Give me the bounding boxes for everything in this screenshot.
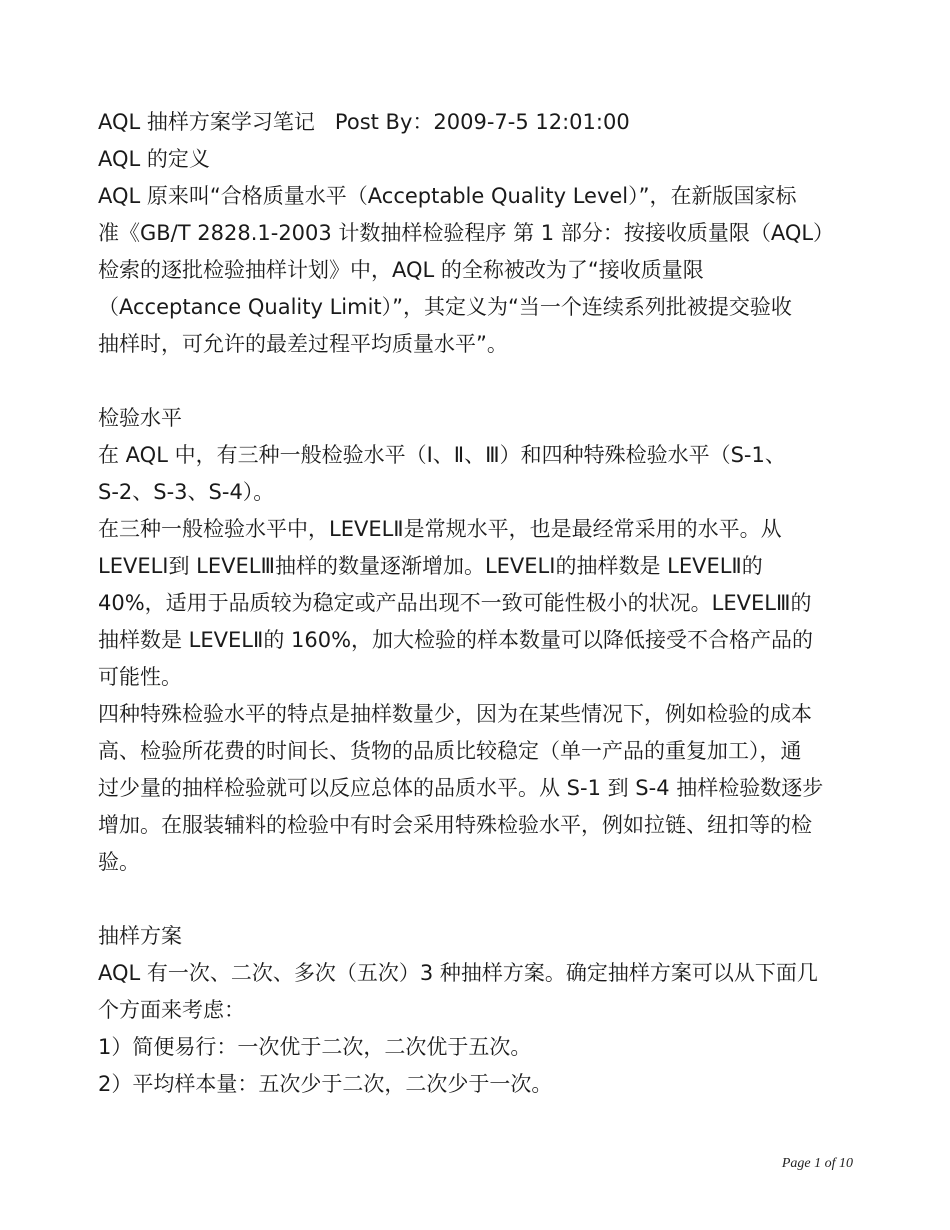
paragraph-line: 准《GB/T 2828.1-2003 计数抽样检验程序 第 1 部分：按接收质量限（AQL） bbox=[98, 221, 835, 245]
blank-line bbox=[98, 881, 850, 918]
paragraph-line: AQL 有一次、二次、多次（五次）3 种抽样方案。确定抽样方案可以从下面几 bbox=[98, 961, 818, 985]
paragraph-line: （Acceptance Quality Limit）”，其定义为“当一个连续系列批被提交验收 bbox=[98, 295, 792, 319]
paragraph-line: 增加。在服装辅料的检验中有时会采用特殊检验水平，例如拉链、纽扣等的检 bbox=[98, 813, 812, 837]
section-heading-sampling-plan: 抽样方案 bbox=[98, 924, 182, 948]
paragraph-line: 在 AQL 中，有三种一般检验水平（Ⅰ、Ⅱ、Ⅲ）和四种特殊检验水平（S-1、 bbox=[98, 443, 786, 467]
paragraph-line: 40%，适用于品质较为稳定或产品出现不一致可能性极小的状况。LEVELⅢ的 bbox=[98, 591, 812, 615]
paragraph-line: 检索的逐批检验抽样计划》中，AQL 的全称被改为了“接收质量限 bbox=[98, 258, 704, 282]
document-title-line: AQL 抽样方案学习笔记 Post By：2009-7-5 12:01:00 bbox=[98, 110, 630, 134]
paragraph-line: 可能性。 bbox=[98, 665, 182, 689]
paragraph-line: LEVELⅠ到 LEVELⅢ抽样的数量逐渐增加。LEVELⅠ的抽样数是 LEVELⅡ的 bbox=[98, 554, 763, 578]
page-number: Page 1 of 10 bbox=[781, 1156, 853, 1171]
blank-line bbox=[98, 363, 850, 400]
paragraph-line: 四种特殊检验水平的特点是抽样数量少，因为在某些情况下，例如检验的成本 bbox=[98, 702, 812, 726]
paragraph-line: 2）平均样本量：五次少于二次，二次少于一次。 bbox=[98, 1072, 553, 1096]
paragraph-line: 个方面来考虑： bbox=[98, 998, 245, 1022]
paragraph-line: AQL 原来叫“合格质量水平（Acceptable Quality Level）”，在新版国家标 bbox=[98, 184, 797, 208]
document-body bbox=[98, 104, 850, 1103]
section-heading-inspection-level: 检验水平 bbox=[98, 406, 182, 430]
paragraph-line: 1）简便易行：一次优于二次，二次优于五次。 bbox=[98, 1035, 532, 1059]
section-heading-aql-definition: AQL 的定义 bbox=[98, 147, 210, 171]
paragraph-line: 验。 bbox=[98, 850, 140, 874]
paragraph-line: 在三种一般检验水平中，LEVELⅡ是常规水平，也是最经常采用的水平。从 bbox=[98, 517, 782, 541]
paragraph-line: 高、检验所花费的时间长、货物的品质比较稳定（单一产品的重复加工），通 bbox=[98, 739, 802, 763]
paragraph-line: 抽样数是 LEVELⅡ的 160%，加大检验的样本数量可以降低接受不合格产品的 bbox=[98, 628, 814, 652]
paragraph-line: 抽样时，可允许的最差过程平均质量水平”。 bbox=[98, 332, 508, 356]
paragraph-line: S-2、S-3、S-4）。 bbox=[98, 480, 275, 504]
paragraph-line: 过少量的抽样检验就可以反应总体的品质水平。从 S-1 到 S-4 抽样检验数逐步 bbox=[98, 776, 824, 800]
